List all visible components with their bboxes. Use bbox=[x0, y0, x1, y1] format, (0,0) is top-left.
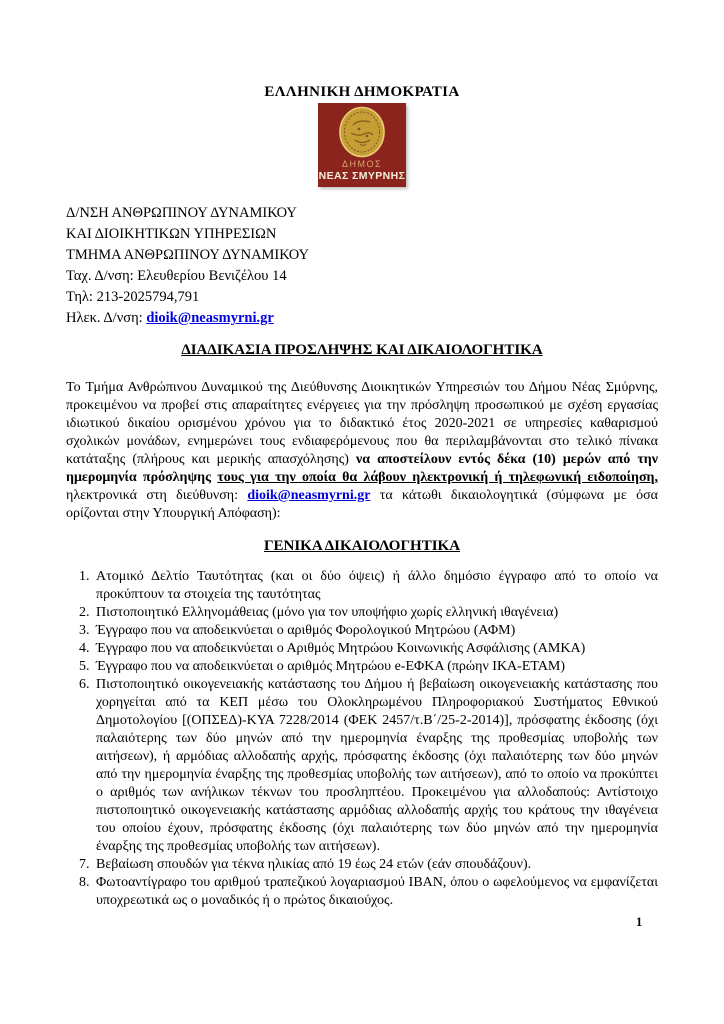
email-link[interactable]: dioik@neasmyrni.gr bbox=[146, 310, 274, 326]
contact-lines bbox=[66, 203, 658, 308]
contact-email-line bbox=[66, 308, 658, 329]
contact-line: Τηλ: 213-2025794,791 bbox=[66, 289, 200, 305]
page-number: 1 bbox=[636, 915, 643, 929]
logo-wrap bbox=[66, 103, 658, 187]
requirements-list bbox=[66, 568, 658, 910]
header-title: ΕΛΛΗΝΙΚΗ ΔΗΜΟΚΡΑΤΙΑ bbox=[264, 84, 460, 100]
text-segment: να αποστείλουν εντός δέκα (10) μερών από την ημερομηνία πρόσληψης bbox=[66, 452, 658, 485]
list-item: 5. Έγγραφο που να αποδεικνύεται ο αριθμός Μητρώου e-ΕΦΚΑ (πρώην ΙΚΑ-ΕΤΑΜ) bbox=[93, 658, 658, 676]
logo-text-neas-smyrnis: ΝΕΑΣ ΣΜΥΡΝΗΣ bbox=[318, 170, 406, 182]
contact-line: ΚΑΙ ΔΙΟΙΚΗΤΙΚΩΝ ΥΠΗΡΕΣΙΩΝ bbox=[66, 226, 277, 242]
document-title: ΔΙΑΔΙΚΑΣΙΑ ΠΡΟΣΛΗΨΗΣ ΚΑΙ ΔΙΚΑΙΟΛΟΓΗΤΙΚΑ bbox=[181, 342, 543, 358]
municipality-logo bbox=[318, 103, 406, 187]
list-item: 3. Έγγραφο που να αποδεικνύεται ο αριθμός Φορολογικού Μητρώου (ΑΦΜ) bbox=[93, 622, 658, 640]
list-item: 2. Πιστοποιητικό Ελληνομάθειας (μόνο για τον υποψήφιο χωρίς ελληνική ιθαγένεια) bbox=[93, 604, 658, 622]
contact-line: ΤΜΗΜΑ ΑΝΘΡΩΠΙΝΟΥ ΔΥΝΑΜΙΚΟΥ bbox=[66, 247, 309, 263]
email-link[interactable]: dioik@neasmyrni.gr bbox=[247, 488, 371, 503]
municipal-seal-coin-icon bbox=[338, 106, 386, 158]
text-segment: τα κάτωθι δικαιολογητικά (σύμφωνα με όσα ορίζονται στην Υπουργική Απόφαση): bbox=[66, 488, 658, 521]
list-item: 8. Φωτοαντίγραφο του αριθμού τραπεζικού λογαριασμού ΙΒΑΝ, όπου ο ωφελούμενος να εμφανίζεται υποχρεωτικά ως ο μοναδικός ή ο πρώτος δικαιούχος. bbox=[93, 874, 658, 910]
list-item: 7. Βεβαίωση σπουδών για τέκνα ηλικίας από 19 έως 24 ετών (εάν σπουδάζουν). bbox=[93, 856, 658, 874]
intro-paragraph bbox=[66, 379, 658, 523]
list-item: 6. Πιστοποιητικό οικογενειακής κατάστασης του Δήμου ή βεβαίωση οικογενειακής κατάστασης που χορηγείται από τα ΚΕΠ μέσω του Ολοκληρωμένου Πληροφοριακού Συστήματος Εθνικού Δημοτολογίου [(ΟΠΣΕΔ)-ΚΥΑ 7228/2014 (ΦΕΚ 2457/τ.Β΄/25-2-2014)], πρόσφατης έκδοσης (όχι παλαιότερης των δύο μηνών από την ημερομηνία έναρξης της προθεσμίας υποβολής των αιτήσεων), ή αρμόδιας αλλοδαπής αρχής, πρόσφατης έκδοσης (όχι παλαιότερης των δύο μηνών από την ημερομηνία έναρξης της προθεσμίας υποβολής των αιτήσεων), από το οποίο να προκύπτει ο αριθμός των ανήλικων τέκνων του προσληπτέου. Προκειμένου για αλλοδαπούς: Αντίστοιχο πιστοποιητικό οικογενειακής κατάστασης αρμόδιας αλλοδαπής αρχής του κράτους την ιθαγένεια του οποίου έχουν, πρόσφατης έκδοσης (όχι παλαιότερης των δύο μηνών από την ημερομηνία έναρξης της προθεσμίας υποβολής των αιτήσεων). bbox=[93, 676, 658, 856]
email-label: Ηλεκ. Δ/νση: bbox=[66, 310, 147, 326]
text-segment: Το Τμήμα Ανθρώπινου Δυναμικού της Διεύθυνσης Διοικητικών Υπηρεσιών του Δήμου Νέας Σμύρνης, προκειμένου να προβεί στις απαραίτητες ενέργειες για την πρόσληψη προσωπικού με σχέση εργασίας ιδιωτικού δικαίου ορισμένου χρόνου για το διδακτικό έτος 2020-2021 σε υπηρεσίες καθαρισμού σχολικών μονάδων, ενημερώνει τους ενδιαφερόμενους που θα περιλαμβάνονται στο τελικό πίνακα κατάταξης (πλήρους και μερικής απασχόλησης) bbox=[66, 380, 658, 467]
logo-text-dimos: ΔΗΜΟΣ bbox=[341, 159, 383, 169]
text-segment: τους για την οποία θα λάβουν ηλεκτρονική ή τηλεφωνική ειδοποίηση, bbox=[217, 470, 659, 485]
section-title: ΓΕΝΙΚΑ ΔΙΚΑΙΟΛΟΓΗΤΙΚΑ bbox=[263, 538, 461, 554]
contact-line: Ταχ. Δ/νση: Ελευθερίου Βενιζέλου 14 bbox=[66, 268, 287, 284]
contact-block bbox=[66, 203, 658, 329]
list-item: 4. Έγγραφο που να αποδεικνύεται ο Αριθμός Μητρώου Κοινωνικής Ασφάλισης (ΑΜΚΑ) bbox=[93, 640, 658, 658]
text-segment: ηλεκτρονικά στη διεύθυνση: bbox=[66, 488, 248, 503]
contact-line: Δ/ΝΣΗ ΑΝΘΡΩΠΙΝΟΥ ΔΥΝΑΜΙΚΟΥ bbox=[66, 205, 297, 221]
list-item: 1. Ατομικό Δελτίο Ταυτότητας (και οι δύο όψεις) ή άλλο δημόσιο έγγραφο από το οποίο να προκύπτουν τα στοιχεία της ταυτότητας bbox=[93, 568, 658, 604]
